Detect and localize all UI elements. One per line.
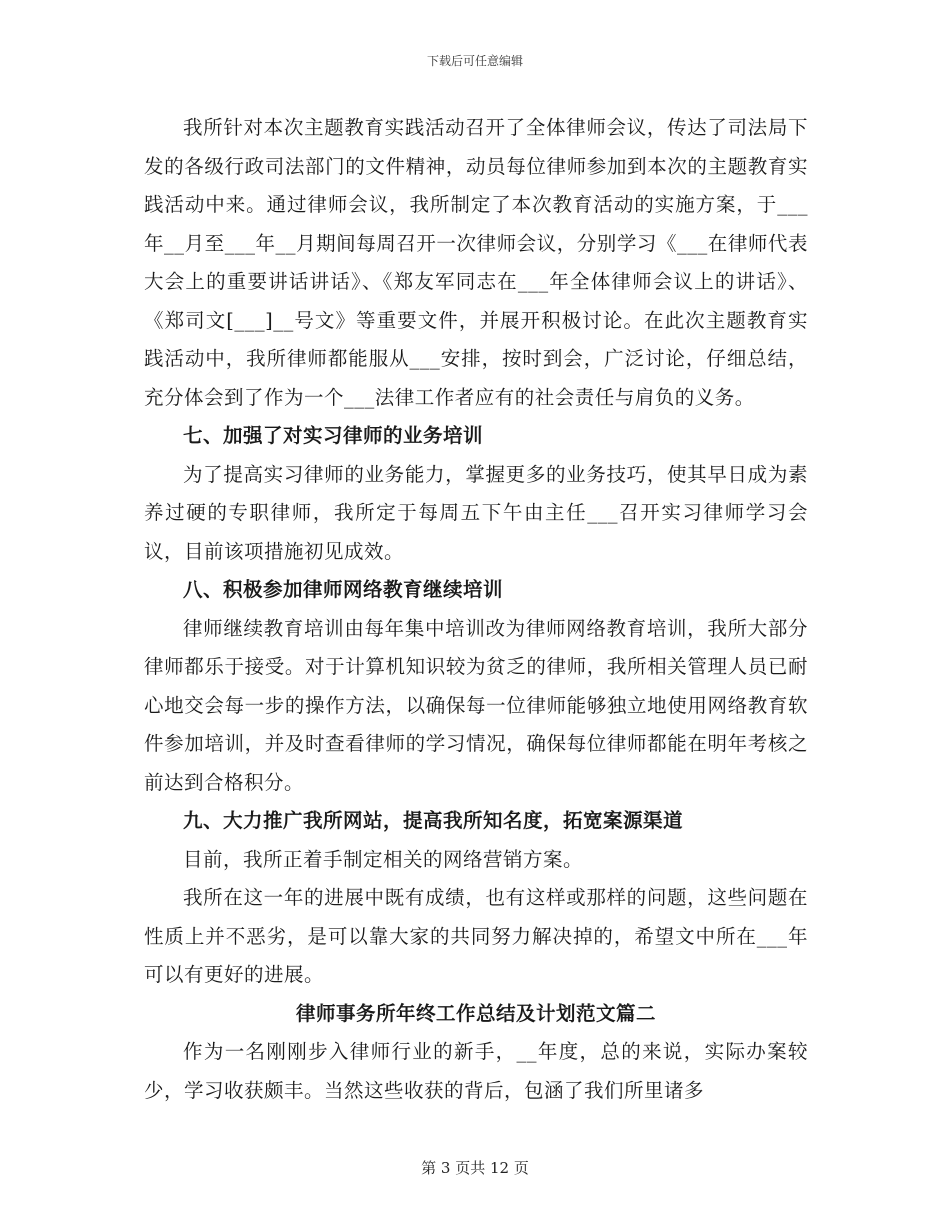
article-title: 律师事务所年终工作总结及计划范文篇二: [295, 1001, 656, 1025]
body-paragraph: 作为一名刚刚步入律师行业的新手，__年度，总的来说，实际办案较少，学习收获颇丰。当然这些收获的背后，包涵了我们所里诸多: [144, 1040, 808, 1102]
section-heading-8: 八、积极参加律师网络教育继续培训: [183, 578, 504, 601]
page-number: 第 3 页共 12 页: [421, 1159, 529, 1177]
body-paragraph: 为了提高实习律师的业务能力，掌握更多的业务技巧，使其早日成为素养过硬的专职律师，我所定于每周五下午由主任___召开实习律师学习会议，目前该项措施初见成效。: [144, 462, 808, 563]
body-paragraph: 目前，我所正着手制定相关的网络营销方案。: [183, 847, 584, 871]
body-paragraph: 律师继续教育培训由每年集中培训改为律师网络教育培训，我所大部分律师都乐于接受。对于计算机知识较为贫乏的律师，我所相关管理人员已耐心地交会每一步的操作方法，以确保每一位律师能够独立地使用网络教育软件参加培训，并及时查看律师的学习情况，确保每位律师都能在明年考核之前达到合格积分。: [144, 616, 808, 794]
body-paragraph: 我所针对本次主题教育实践活动召开了全体律师会议，传达了司法局下发的各级行政司法部门的文件精神，动员每位律师参加到本次的主题教育实践活动中来。通过律师会议，我所制定了本次教育活动的实施方案，于___年__月至___年__月期间每周召开一次律师会议，分别学习《___在律师代表大会上的重要讲话讲话》、《郑友军同志在___年全体律师会议上的讲话》、《郑司文[___]__号文》等重要文件，并展开积极讨论。在此次主题教育实践活动中，我所律师都能服从___安排，按时到会，广泛讨论，仔细总结，充分体会到了作为一个___法律工作者应有的社会责任与肩负的义务。: [144, 116, 808, 409]
body-paragraph: 我所在这一年的进展中既有成绩，也有这样或那样的问题，这些问题在性质上并不恶劣，是可以靠大家的共同努力解决掉的，希望文中所在___年可以有更好的进展。: [144, 886, 808, 986]
section-heading-7: 七、加强了对实习律师的业务培训: [183, 424, 484, 447]
section-heading-9: 九、大力推广我所网站，提高我所知名度，拓宽案源渠道: [183, 809, 684, 832]
document-body: [144, 109, 808, 1110]
header-editable-note: 下载后可任意编辑: [426, 54, 523, 68]
